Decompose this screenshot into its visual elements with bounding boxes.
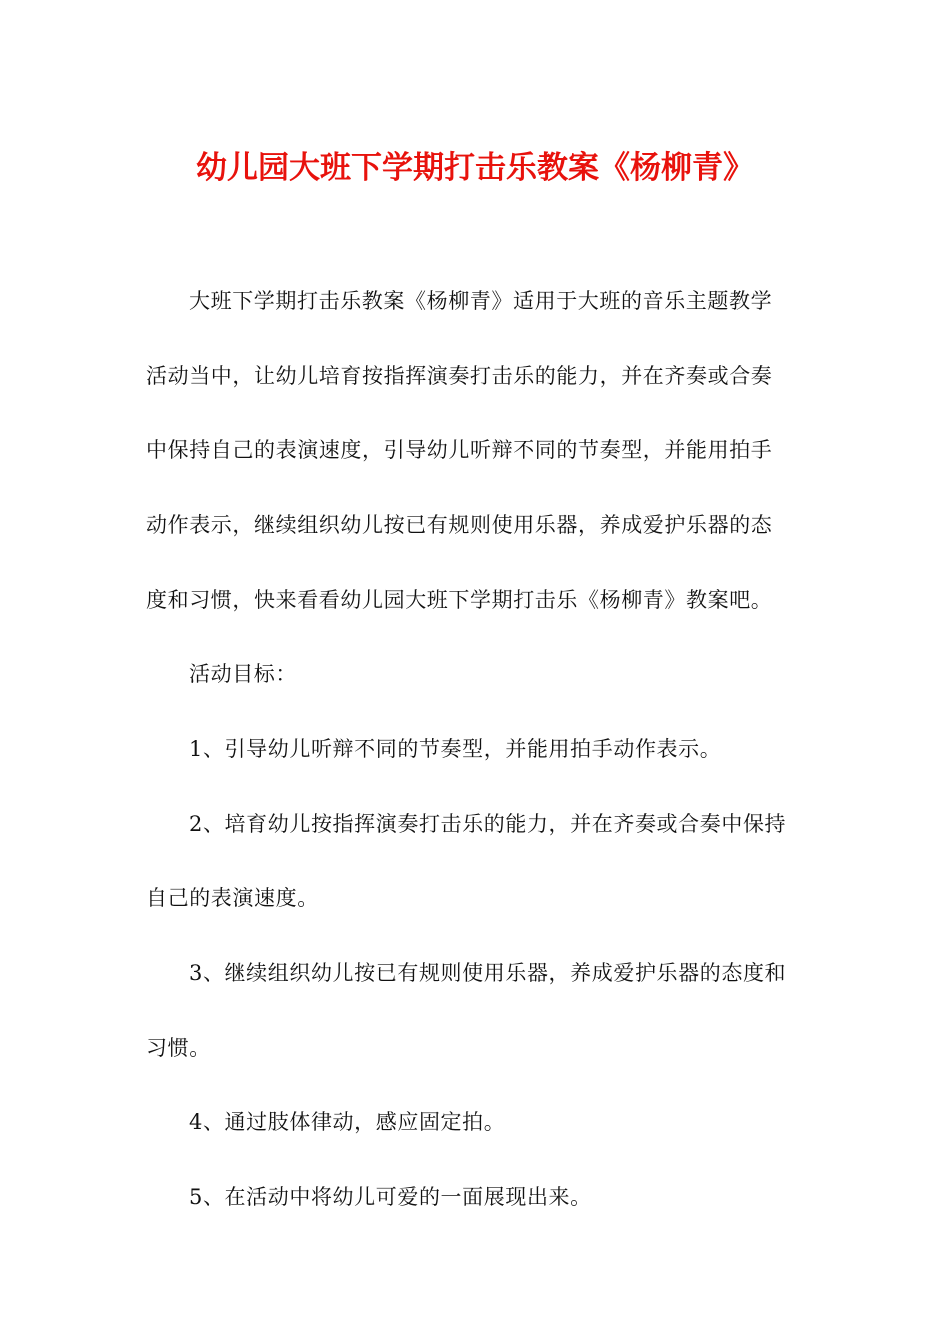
goal-item-3-line-2: 习惯。 [146,1036,211,1060]
goal-item-4: 4、通过肢体律动，感应固定拍。 [189,1110,506,1134]
goal-item-2-line-2: 自己的表演速度。 [146,886,319,910]
intro-line-3: 中保持自己的表演速度，引导幼儿听辩不同的节奏型，并能用拍手 [146,438,773,462]
section-heading-goals: 活动目标： [189,662,297,686]
document-title: 幼儿园大班下学期打击乐教案《杨柳青》 [196,150,754,186]
intro-line-5: 度和习惯，快来看看幼儿园大班下学期打击乐《杨柳青》教案吧。 [146,588,773,612]
goal-item-2-line-1: 2、培育幼儿按指挥演奏打击乐的能力，并在齐奏或合奏中保持 [189,812,787,836]
goal-item-5: 5、在活动中将幼儿可爱的一面展现出来。 [189,1185,592,1209]
goal-item-1: 1、引导幼儿听辩不同的节奏型，并能用拍手动作表示。 [189,737,722,761]
intro-line-1: 大班下学期打击乐教案《杨柳青》适用于大班的音乐主题教学 [189,289,773,313]
goal-item-3-line-1: 3、继续组织幼儿按已有规则使用乐器，养成爱护乐器的态度和 [189,961,787,985]
intro-line-2: 活动当中，让幼儿培育按指挥演奏打击乐的能力，并在齐奏或合奏 [146,364,773,388]
intro-line-4: 动作表示，继续组织幼儿按已有规则使用乐器，养成爱护乐器的态 [146,513,773,537]
